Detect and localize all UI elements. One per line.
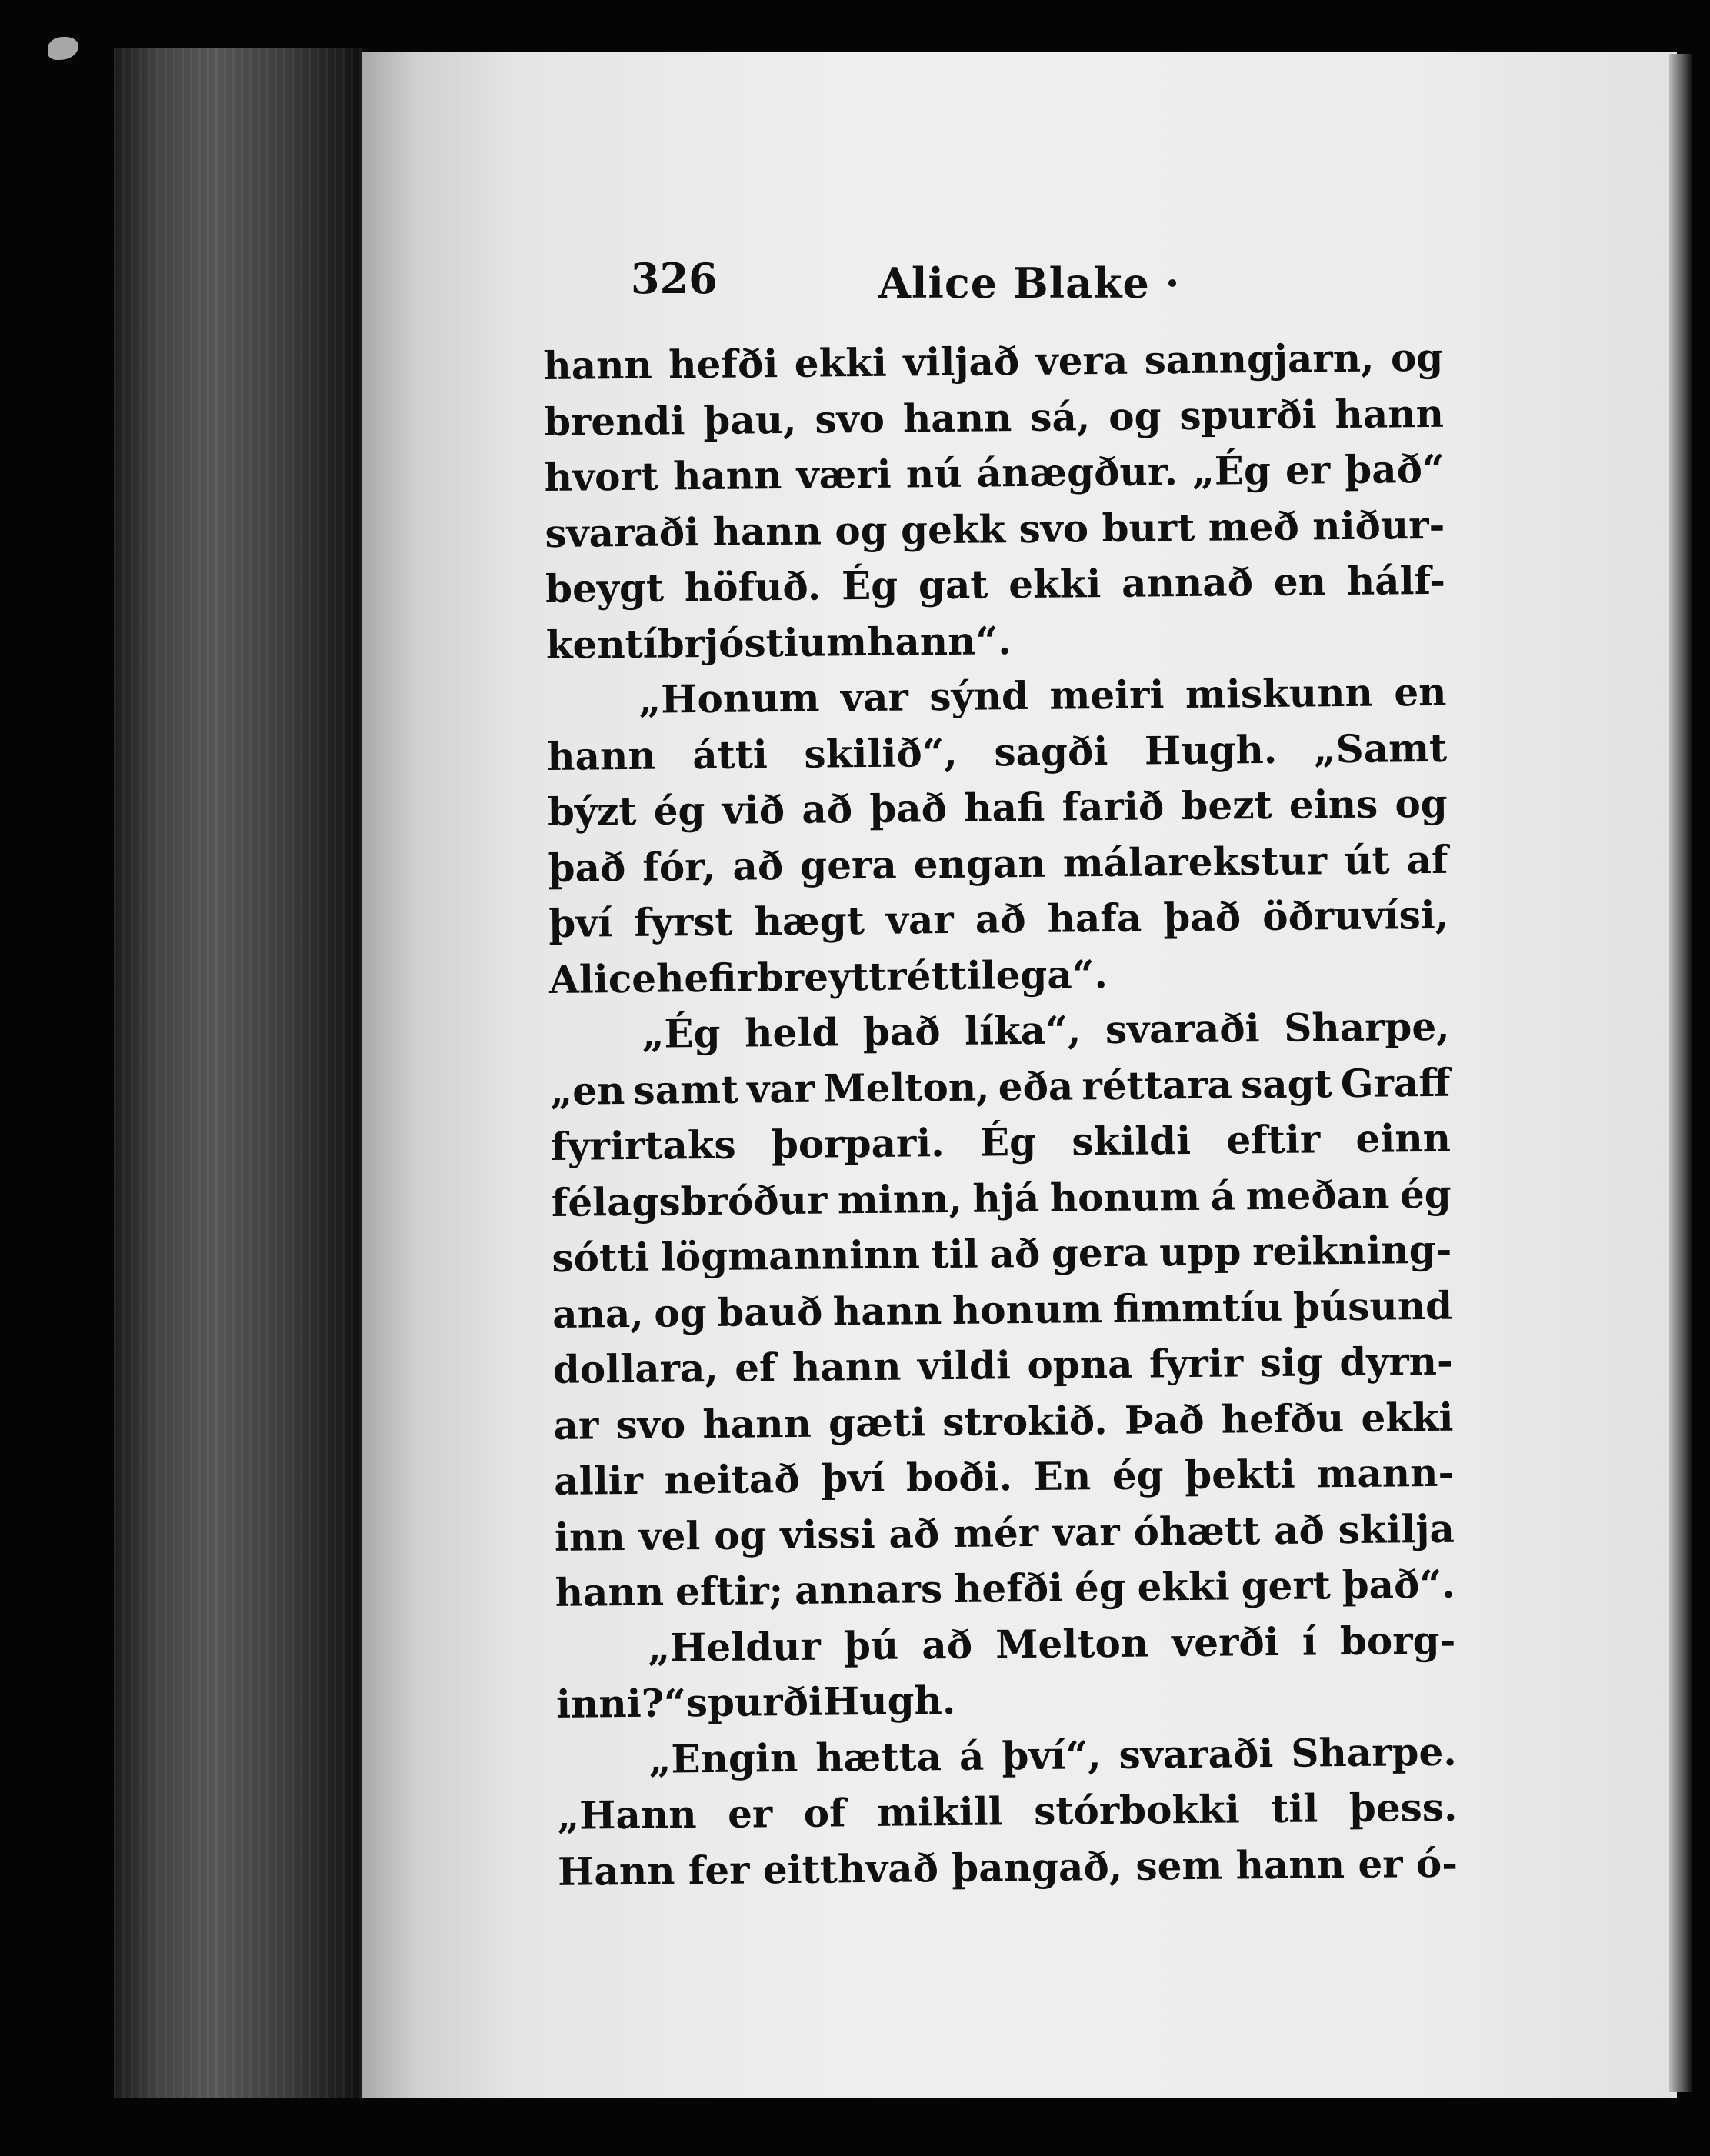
text-line: brendi þau, svo hann sá, og spurði hann [543,390,1445,445]
text-line: inni?“ spurði Hugh. [555,1677,956,1727]
text-line: sótti lögmanninn til að gera upp reikning- [552,1226,1452,1281]
text-line: svaraði hann og gekk svo burt með niður- [545,502,1445,556]
text-line: býzt ég við að það hafi farið bezt eins og [547,780,1448,835]
dust-speck [48,37,78,60]
text-line: Hann fer eitthvað þangað, sem hann er ó- [557,1840,1458,1894]
page-number: 326 [631,254,718,303]
running-head [631,254,1323,323]
text-line: „Heldur þú að Melton verði í borg- [648,1617,1456,1671]
page-edge [1669,54,1692,2092]
text-line: dollara, ef hann vildi opna fyrir sig dyrn- [552,1338,1454,1392]
text-line: fyrirtaks þorpari. Ég skildi eftir einn [550,1115,1452,1169]
text-line: ar svo hann gæti strokið. Það hefðu ekki [553,1394,1454,1448]
text-line: „Hann er of mikill stórbokki til þess. [557,1784,1458,1838]
book-spine [114,48,368,2098]
text-line: „Ég held það líka“, svaraði Sharpe, [642,1003,1450,1057]
text-line: ana, og bauð hann honum fimmtíu þúsund [552,1282,1453,1337]
text-line: allir neitað því boði. En ég þekti mann- [553,1449,1455,1504]
text-line: „Engin hætta á því“, svaraði Sharpe. [648,1728,1457,1782]
book-title: Alice Blake · [878,258,1181,308]
body-text [543,330,1458,1900]
text-line: Alice hefir breytt réttilega“. [548,951,1108,1002]
text-line: hvort hann væri nú ánægður. „Ég er það“ [544,445,1445,500]
text-line: beygt höfuð. Ég gat ekki annað en hálf- [545,557,1446,611]
text-line: hann eftir; annars hefði ég ekki gert það“. [555,1561,1455,1615]
text-line: „en samt var Melton, eða réttara sagt Graff [550,1059,1451,1114]
text-line: inn vel og vissi að mér var óhætt að skilja [554,1505,1455,1560]
text-line: það fór, að gera engan málarekstur út af [548,836,1448,891]
text-line: „Honum var sýnd meiri miskunn en [638,668,1447,722]
text-line: félagsbróður minn, hjá honum á meðan ég [551,1171,1452,1225]
text-line: kent í brjósti um hann“. [545,617,1012,668]
text-line: hann hefði ekki viljað vera sanngjarn, og [543,334,1444,388]
text-line: því fyrst hægt var að hafa það öðruvísi, [548,891,1449,946]
text-line: hann átti skilið“, sagði Hugh. „Samt [546,725,1448,779]
